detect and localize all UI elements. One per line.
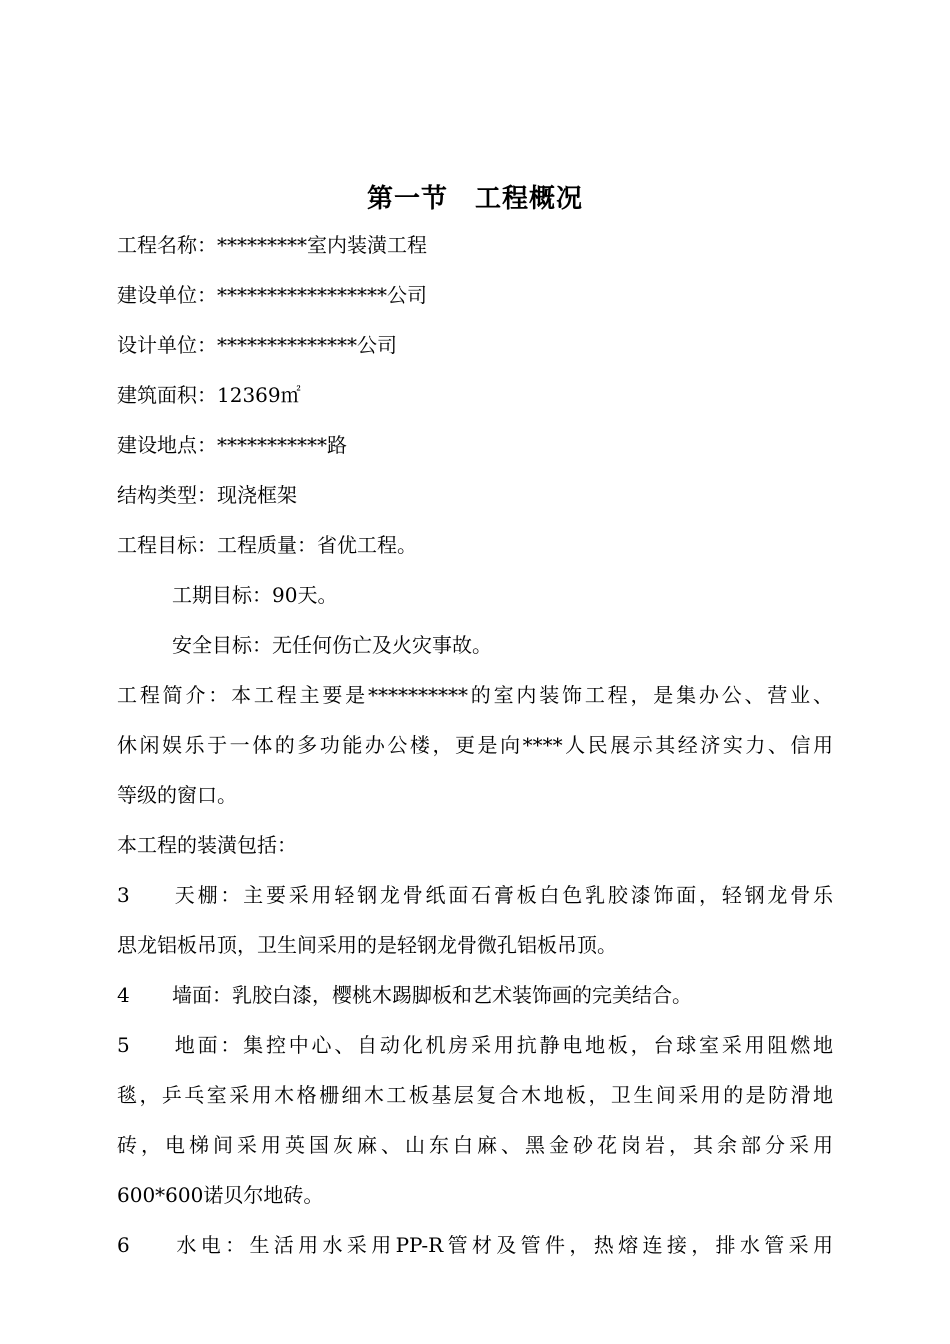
list-item-floors [117,1031,833,1059]
list-item-ceiling [117,881,833,909]
quality-target-line: 工程目标：工程质量：省优工程。 [117,533,417,557]
schedule-target-line: 工期目标：90天。 [172,583,338,607]
item-text: 墙面：乳胶白漆，樱桃木踢脚板和艺术装饰画的完美结合。 [172,983,692,1007]
item-number: 5 [117,1033,130,1057]
building-area-line: 建筑面积：12369㎡ [117,383,301,407]
item-text: 地面：集控中心、自动化机房采用抗静电地板，台球室采用阻燃地 [172,1033,833,1057]
list-item-plumbing [117,1231,833,1259]
list-item-floors-cont-1: 毯，乒乓室采用木格栅细木工板基层复合木地板，卫生间采用的是防滑地 [117,1083,833,1107]
scope-heading: 本工程的装潢包括： [117,833,297,857]
structure-type-line: 结构类型：现浇框架 [117,483,297,507]
intro-line-3: 等级的窗口。 [117,783,237,807]
item-number: 4 [117,983,130,1007]
intro-line-2: 休闲娱乐于一体的多功能办公楼，更是向****人民展示其经济实力、信用 [117,733,833,757]
design-unit-line: 设计单位：**************公司 [117,333,397,357]
item-text: 天棚：主要采用轻钢龙骨纸面石膏板白色乳胶漆饰面，轻钢龙骨乐 [172,883,833,907]
item-text: 水电：生活用水采用PP-R管材及管件，热熔连接，排水管采用 [172,1233,833,1257]
list-item-walls [117,981,833,1009]
project-name-line: 工程名称：*********室内装潢工程 [117,233,427,257]
list-item-floors-cont-2: 砖，电梯间采用英国灰麻、山东白麻、黑金砂花岗岩，其余部分采用 [117,1133,833,1157]
site-location-line: 建设地点：***********路 [117,433,347,457]
item-number: 3 [117,883,130,907]
item-number: 6 [117,1233,130,1257]
section-title: 第一节 工程概况 [366,184,583,214]
safety-target-line: 安全目标：无任何伤亡及火灾事故。 [172,633,492,657]
list-item-floors-cont-3: 600*600诺贝尔地砖。 [117,1183,324,1207]
intro-line-1: 工程简介：本工程主要是**********的室内装饰工程，是集办公、营业、 [117,683,833,707]
owner-unit-line: 建设单位：*****************公司 [117,283,427,307]
list-item-ceiling-cont: 思龙铝板吊顶，卫生间采用的是轻钢龙骨微孔铝板吊顶。 [117,933,617,957]
